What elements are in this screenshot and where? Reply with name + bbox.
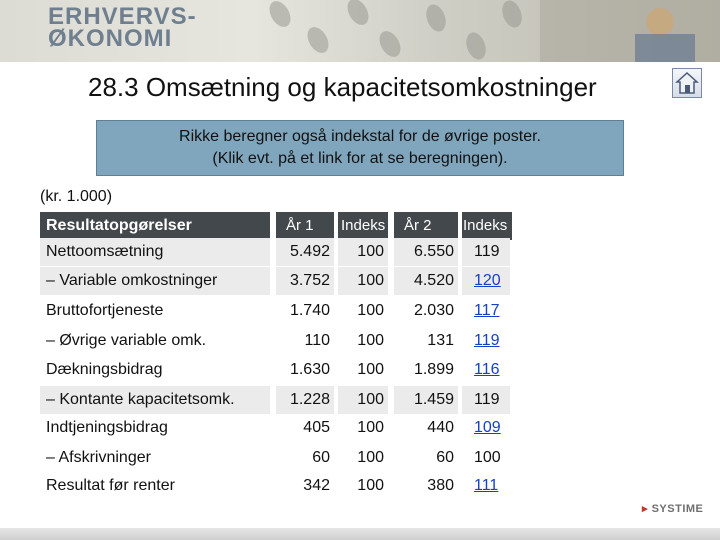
- table-row: [40, 297, 512, 325]
- unit-label: (kr. 1.000): [40, 188, 113, 205]
- index-link[interactable]: 117: [474, 302, 500, 319]
- cell-ar1: 1.228: [276, 386, 334, 414]
- home-icon: [673, 69, 701, 97]
- cell-indeks2: 119: [462, 386, 510, 414]
- cell-ar2: 60: [436, 449, 454, 466]
- index-link[interactable]: 111: [474, 477, 499, 494]
- table-row: [40, 414, 512, 442]
- index-link[interactable]: 120: [462, 267, 510, 295]
- logo: [48, 3, 197, 52]
- cell-ar1: 1.630: [289, 361, 330, 378]
- cell-ar2: 2.030: [413, 302, 454, 319]
- cell-ar1: 405: [303, 419, 330, 436]
- cell-indeks1: 100: [338, 386, 388, 414]
- cell-ar2: 6.550: [394, 238, 458, 266]
- cell-indeks1: 100: [357, 361, 384, 378]
- brand-logo: [642, 502, 703, 515]
- cell-indeks1: 100: [338, 238, 388, 266]
- index-link[interactable]: 109: [474, 419, 501, 436]
- header-banner: [0, 0, 720, 62]
- row-label: – Variable omkostninger: [40, 267, 270, 295]
- cell-ar1: 3.752: [276, 267, 334, 295]
- header-indeks1: Indeks: [338, 212, 388, 240]
- logo-line-1: ERHVERVS-: [48, 3, 197, 30]
- cell-indeks1: 100: [357, 419, 384, 436]
- cell-ar1: 60: [312, 449, 330, 466]
- row-label: Resultat før renter: [46, 477, 175, 494]
- table-row: [40, 327, 512, 355]
- row-label: – Kontante kapacitetsomk.: [40, 386, 270, 414]
- index-link[interactable]: 119: [474, 332, 500, 349]
- cell-ar2: 380: [427, 477, 454, 494]
- row-label: Nettoomsætning: [40, 238, 270, 266]
- cell-indeks1: 100: [338, 267, 388, 295]
- table-row: [40, 472, 512, 500]
- header-ar2: År 2: [394, 212, 458, 240]
- index-link[interactable]: 116: [474, 361, 500, 378]
- table-row: [40, 238, 512, 266]
- cell-indeks1: 100: [357, 332, 384, 349]
- header-resultatopgorelser: Resultatopgørelser: [40, 212, 270, 240]
- brand-accent: ▸: [642, 503, 649, 515]
- footprints-decoration: [240, 0, 720, 62]
- row-label: Indtjeningsbidrag: [46, 419, 168, 436]
- cell-indeks2: 100: [474, 449, 501, 466]
- cell-ar1: 342: [303, 477, 330, 494]
- row-label: Bruttofortjeneste: [46, 302, 164, 319]
- cell-ar2: 131: [427, 332, 454, 349]
- row-label: – Øvrige variable omk.: [46, 332, 207, 349]
- info-line-2: (Klik evt. på et link for at se beregningen).: [212, 150, 508, 167]
- logo-line-2: ØKONOMI: [48, 25, 173, 52]
- info-line-1: Rikke beregner også indekstal for de øvrige poster.: [179, 128, 541, 145]
- cell-indeks1: 100: [357, 302, 384, 319]
- cell-ar2: 440: [427, 419, 454, 436]
- cell-ar1: 1.740: [289, 302, 330, 319]
- cell-ar1: 110: [304, 332, 330, 349]
- cell-indeks2: 119: [462, 238, 510, 266]
- home-button[interactable]: [672, 68, 702, 98]
- cell-indeks1: 100: [357, 449, 384, 466]
- row-label: – Afskrivninger: [46, 449, 151, 466]
- cell-ar2: 1.459: [394, 386, 458, 414]
- row-label: Dækningsbidrag: [46, 361, 163, 378]
- table-row: [40, 356, 512, 384]
- cell-ar2: 1.899: [413, 361, 454, 378]
- cell-ar1: 5.492: [276, 238, 334, 266]
- table-row: [40, 386, 512, 414]
- cell-ar2: 4.520: [394, 267, 458, 295]
- brand-name: SYSTIME: [651, 503, 704, 515]
- header-indeks2: Indeks: [462, 212, 512, 240]
- table-row: [40, 267, 512, 295]
- table-row: [40, 444, 512, 472]
- cell-indeks1: 100: [357, 477, 384, 494]
- info-box: [96, 120, 624, 176]
- page-title: 28.3 Omsætning og kapacitetsomkostninger: [88, 72, 597, 102]
- header-ar1: År 1: [276, 212, 334, 240]
- footer-bar: [0, 528, 720, 540]
